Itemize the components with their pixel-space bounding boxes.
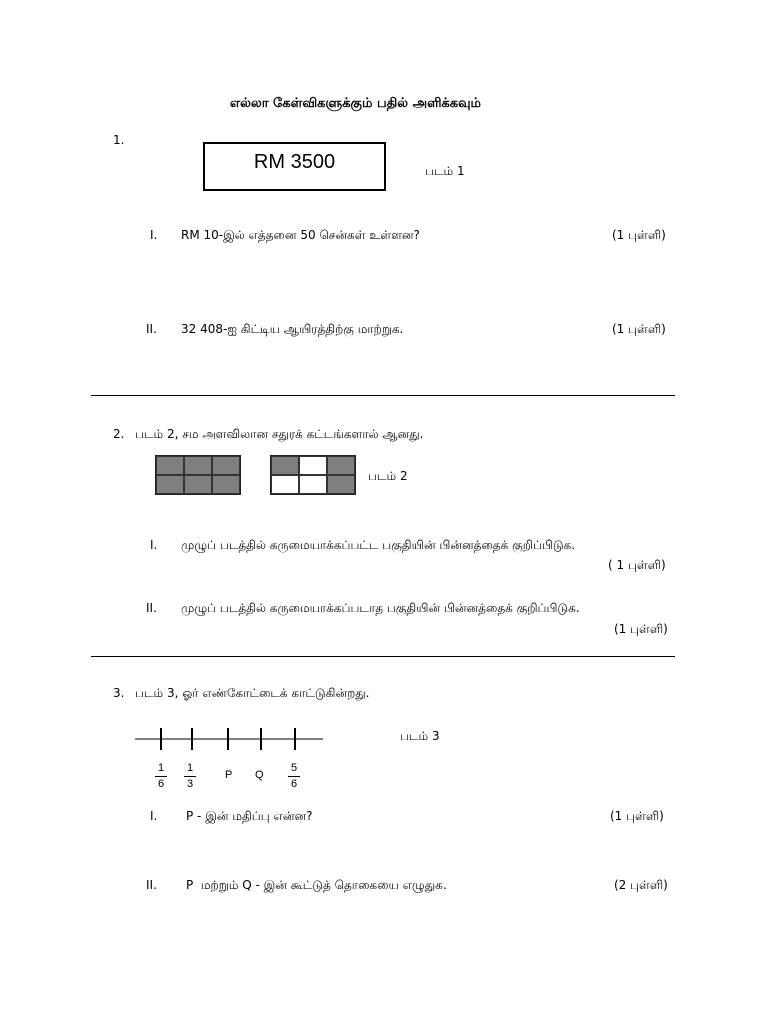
q2-part-1-text: முழுப் படத்தில் கருமையாக்கப்பட்ட பகுதியின் பின்னத்தைக் குறிப்பிடுக. [181, 538, 576, 552]
label-five-sixths [288, 762, 300, 791]
q1-part-1-marks: (1 புள்ளி) [612, 228, 666, 242]
q2-part-2-marks: (1 புள்ளி) [614, 622, 668, 636]
shaded-square [271, 456, 299, 475]
fraction-numerator: 1 [157, 762, 165, 774]
q1-part-2-marks: (1 புள்ளி) [612, 322, 666, 336]
shaded-square [327, 475, 355, 494]
q3-part-2-number: II. [146, 878, 157, 892]
fraction-denominator: 6 [157, 778, 165, 790]
q1-part-2-number: II. [146, 322, 157, 336]
unshaded-square [299, 475, 327, 494]
question-2-number: 2. [113, 427, 125, 441]
figure-3-label: படம் 3 [400, 729, 440, 743]
q2-part-1-number: I. [150, 538, 158, 552]
page-title: எல்லா கேள்விகளுக்கும் பதில் அளிக்கவும் [230, 96, 481, 111]
label-one-third [184, 762, 196, 791]
question-3-text: படம் 3, ஓர் எண்கோட்டைக் காட்டுகின்றது. [135, 686, 370, 700]
fraction-bar [184, 776, 196, 777]
figure-2-label: படம் 2 [368, 469, 408, 483]
q3-part-1-text: P - இன் மதிப்பு என்ன? [186, 809, 313, 823]
fraction-denominator: 3 [186, 778, 194, 790]
fraction-numerator: 1 [186, 762, 194, 774]
q2-part-2-text: முழுப் படத்தில் கருமையாக்கப்படாத பகுதியின் பின்னத்தைக் குறிப்பிடுக. [181, 601, 580, 615]
number-line [130, 725, 330, 755]
fraction-numerator: 5 [290, 762, 298, 774]
fraction-bar [288, 776, 300, 777]
shaded-square [212, 456, 240, 475]
unshaded-square [299, 456, 327, 475]
shaded-square [184, 456, 212, 475]
divider-2 [91, 656, 675, 657]
shaded-square [156, 456, 184, 475]
q1-part-1-text: RM 10-இல் எத்தனை 50 சென்கள் உள்ளன? [181, 228, 420, 242]
q3-part-2-marks: (2 புள்ளி) [614, 878, 668, 892]
question-3-number: 3. [113, 686, 125, 700]
q3-part-1-marks: (1 புள்ளி) [610, 809, 664, 823]
label-p: P [225, 769, 233, 781]
shaded-square [156, 475, 184, 494]
shaded-square [212, 475, 240, 494]
question-2-text: படம் 2, சம அளவிலான சதுரக் கட்டங்களால் ஆனது. [135, 427, 424, 441]
fraction-denominator: 6 [290, 778, 298, 790]
q2-part-2-number: II. [146, 601, 157, 615]
shaded-grid-partial [270, 455, 356, 495]
q3-part-2-text: P மற்றும் Q - இன் கூட்டுத் தொகையை எழுதுக. [186, 878, 447, 892]
figure-1-label: படம் 1 [425, 164, 465, 178]
q1-part-2-text: 32 408-ஐ கிட்டிய ஆயிரத்திற்கு மாற்றுக. [181, 322, 404, 336]
fraction-bar [155, 776, 167, 777]
shaded-grid-full [155, 455, 241, 495]
shaded-square [327, 456, 355, 475]
money-box-text: RM 3500 [253, 151, 336, 173]
label-one-sixth [155, 762, 167, 791]
unshaded-square [271, 475, 299, 494]
q1-part-1-number: I. [150, 228, 158, 242]
shaded-square [184, 475, 212, 494]
q3-part-1-number: I. [150, 809, 158, 823]
q2-part-1-marks: ( 1 புள்ளி) [608, 558, 666, 572]
divider-1 [91, 395, 675, 396]
label-q: Q [255, 769, 264, 781]
money-box [203, 142, 386, 191]
question-1-number: 1. [113, 133, 125, 147]
